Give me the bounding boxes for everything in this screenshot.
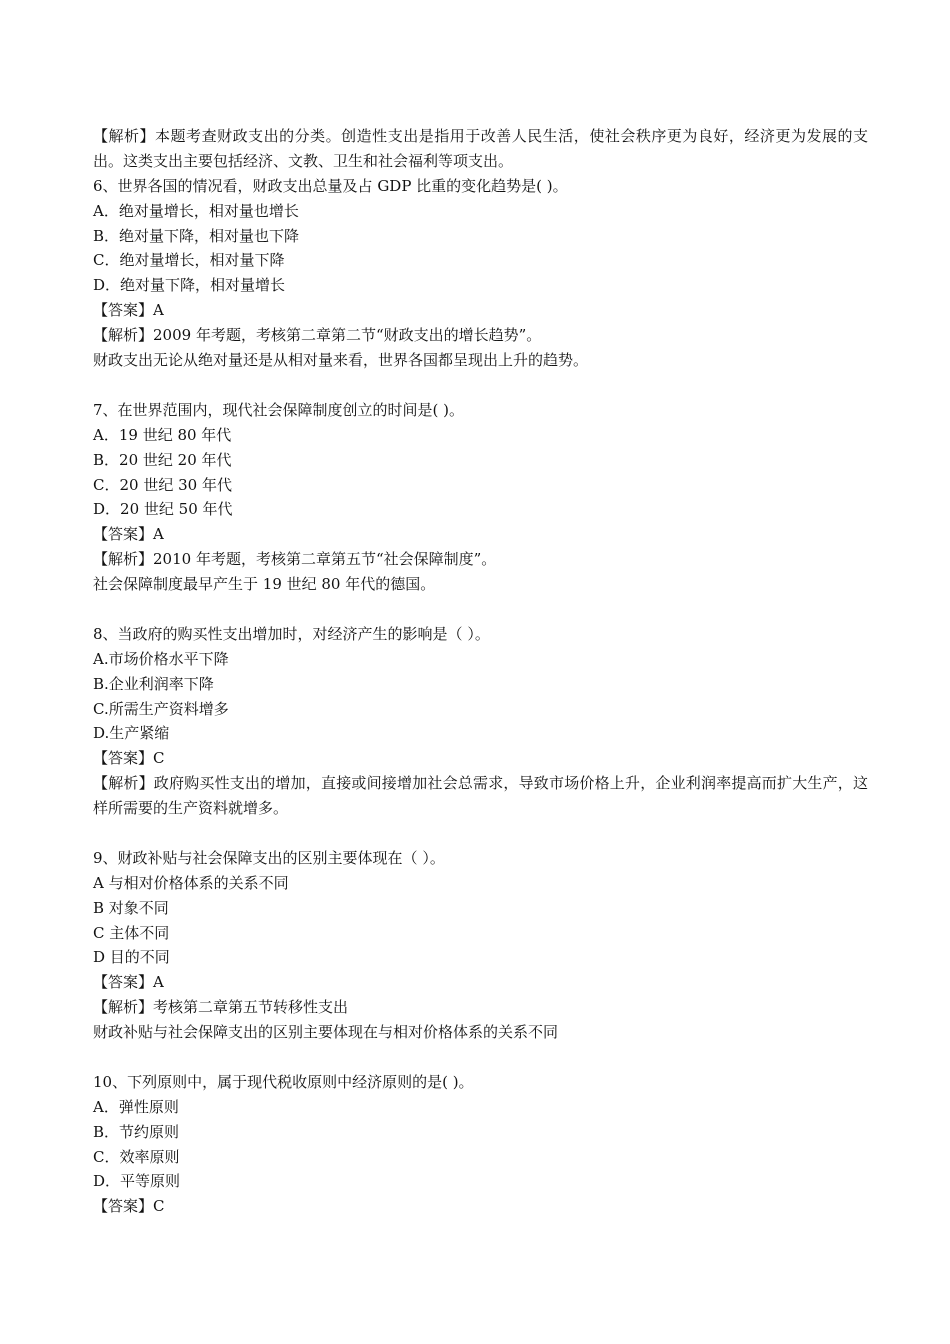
question-9-text: 9、财政补贴与社会保障支出的区别主要体现在（ ）。 <box>93 848 445 867</box>
question-7-text: 7、在世界范围内，现代社会保障制度创立的时间是( )。 <box>93 400 465 419</box>
question-7-option-d: D．20 世纪 50 年代 <box>93 500 233 519</box>
question-9-option-d: D 目的不同 <box>93 948 170 967</box>
question-6-option-d: D．绝对量下降，相对量增长 <box>93 276 286 295</box>
question-8 <box>93 622 868 821</box>
question-6 <box>93 174 868 373</box>
question-8-text: 8、当政府的购买性支出增加时，对经济产生的影响是（ ）。 <box>93 624 490 643</box>
question-10-option-d: D．平等原则 <box>93 1172 181 1191</box>
question-7 <box>93 398 868 597</box>
question-10-option-c: C．效率原则 <box>93 1147 180 1166</box>
question-9 <box>93 846 868 1045</box>
question-9-answer: 【答案】A <box>93 973 164 992</box>
question-7-analysis: 【解析】2010 年考题，考核第二章第五节“社会保障制度”。 <box>93 550 497 569</box>
question-7-explanation: 社会保障制度最早产生于 19 世纪 80 年代的德国。 <box>93 575 436 594</box>
question-6-answer: 【答案】A <box>93 301 164 320</box>
question-9-analysis: 【解析】考核第二章第五节转移性支出 <box>93 998 349 1017</box>
question-6-analysis: 【解析】2009 年考题，考核第二章第二节“财政支出的增长趋势”。 <box>93 326 542 345</box>
question-7-option-c: C．20 世纪 30 年代 <box>93 475 232 494</box>
question-6-option-c: C．绝对量增长，相对量下降 <box>93 251 285 270</box>
question-6-option-a: A．绝对量增长，相对量也增长 <box>93 201 299 220</box>
question-8-option-b: B.企业利润率下降 <box>93 674 214 693</box>
question-9-option-b: B 对象不同 <box>93 898 169 917</box>
question-10-text: 10、下列原则中，属于现代税收原则中经济原则的是( )。 <box>93 1072 474 1091</box>
question-6-text: 6、世界各国的情况看，财政支出总量及占 GDP 比重的变化趋势是( )。 <box>93 176 568 195</box>
question-10 <box>93 1070 868 1219</box>
blank-line <box>93 373 868 398</box>
question-8-option-a: A.市场价格水平下降 <box>93 649 229 668</box>
question-8-answer: 【答案】C <box>93 749 165 768</box>
question-8-analysis: 【解析】政府购买性支出的增加，直接或间接增加社会总需求，导致市场价格上升，企业利润率提高而扩大生产，这样所需要的生产资料就增多。 <box>93 774 868 818</box>
question-6-option-b: B．绝对量下降，相对量也下降 <box>93 226 300 245</box>
question-9-explanation: 财政补贴与社会保障支出的区别主要体现在与相对价格体系的关系不同 <box>93 1023 559 1042</box>
question-10-option-b: B．节约原则 <box>93 1122 180 1141</box>
intro-analysis: 【解析】本题考查财政支出的分类。创造性支出是指用于改善人民生活，使社会秩序更为良好，经济更为发展的支出。这类支出主要包括经济、文教、卫生和社会福利等项支出。 <box>93 127 868 170</box>
question-7-answer: 【答案】A <box>93 525 164 544</box>
question-9-option-c: C 主体不同 <box>93 923 170 942</box>
blank-line <box>93 1045 868 1070</box>
question-6-explanation: 财政支出无论从绝对量还是从相对量来看，世界各国都呈现出上升的趋势。 <box>93 351 589 370</box>
blank-line <box>93 821 868 846</box>
question-10-option-a: A．弹性原则 <box>93 1097 179 1116</box>
question-7-option-a: A．19 世纪 80 年代 <box>93 425 232 444</box>
question-7-option-b: B．20 世纪 20 年代 <box>93 450 232 469</box>
document-page <box>93 124 868 1219</box>
question-10-answer: 【答案】C <box>93 1197 165 1216</box>
question-8-option-d: D.生产紧缩 <box>93 724 170 743</box>
blank-line <box>93 597 868 622</box>
question-8-option-c: C.所需生产资料增多 <box>93 699 229 718</box>
question-9-option-a: A 与相对价格体系的关系不同 <box>93 873 289 892</box>
